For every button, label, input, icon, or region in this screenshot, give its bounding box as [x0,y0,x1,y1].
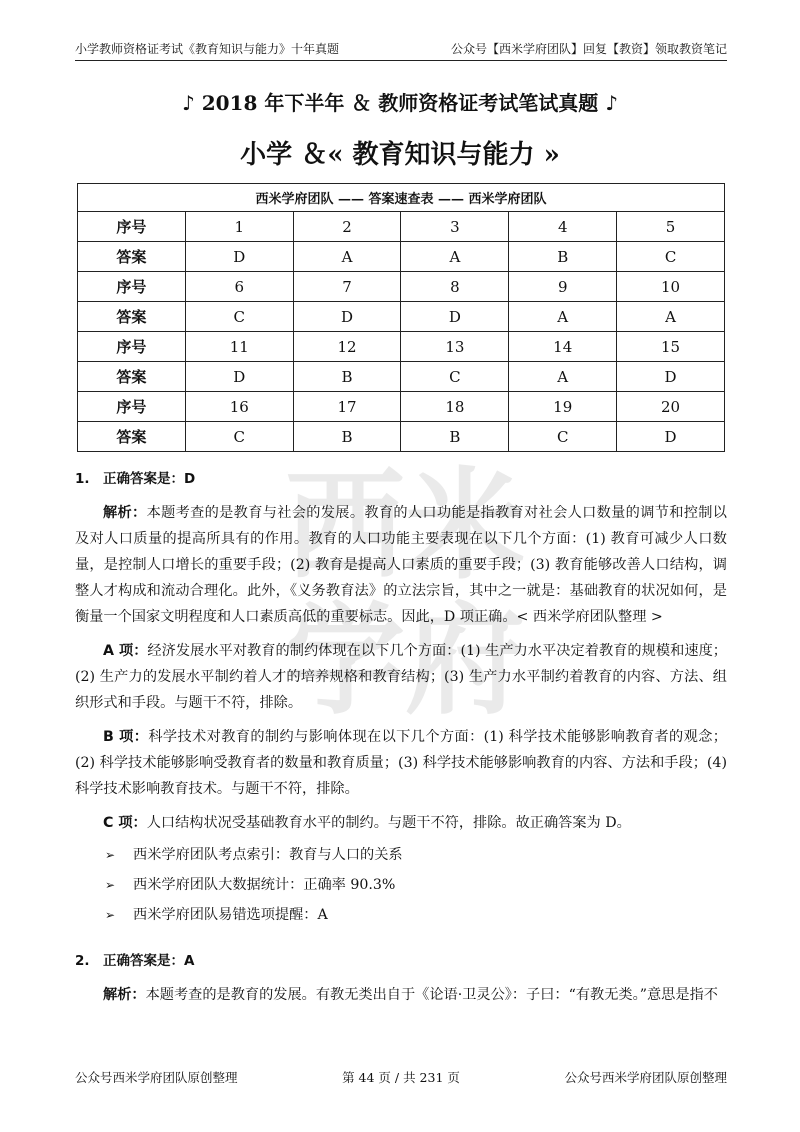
analysis-paragraph [75,500,727,630]
answer-cell: B [293,422,401,452]
question-number: 16 [185,392,293,422]
question-number: 19 [509,392,617,422]
answer-cell: D [617,422,725,452]
analysis-text: 本题考查的是教育的发展。有教无类出自于《论语·卫灵公》：子曰：“有教无类。”意思是指不 [145,987,718,1003]
question-number: 12 [293,332,401,362]
page-footer [75,1068,727,1086]
answer-row [78,422,725,452]
option-paragraph [75,810,727,836]
answer-cell: D [185,242,293,272]
question-number: 5 [617,212,725,242]
answer-cell: A [509,302,617,332]
question-index: 2. [75,953,90,969]
question-number: 7 [293,272,401,302]
watermark-char: 府 [405,592,525,731]
answer-cell: C [509,422,617,452]
answer-row [78,242,725,272]
arrow-bullet-icon: ➢ [105,878,116,892]
answer-cell: D [293,302,401,332]
question-number: 10 [617,272,725,302]
answer-cell: A [509,362,617,392]
analysis-paragraph [75,982,727,1008]
number-row [78,272,725,302]
watermark-char: 西 [285,457,405,596]
number-label: 序号 [78,212,186,242]
option-label: B 项： [103,729,149,745]
answer-cell: A [617,302,725,332]
arrow-bullet-icon: ➢ [105,848,116,862]
answer-row [78,302,725,332]
table-caption: 西米学府团队 —— 答案速查表 —— 西米学府团队 [78,184,725,212]
question-explanations [75,466,727,1008]
number-row [78,332,725,362]
question-number: 17 [293,392,401,422]
answer-label: 答案 [78,362,186,392]
note-text: 西米学府团队大数据统计：正确率 90.3% [133,877,396,893]
question-number: 4 [509,212,617,242]
answer-table [77,183,725,452]
note-item [75,900,727,930]
correct-answer-text: 正确答案是：D [103,471,196,487]
answer-cell: C [185,302,293,332]
correct-answer-text: 正确答案是：A [103,953,195,969]
option-text: 经济发展水平对教育的制约体现在以下几个方面：(1) 生产力水平决定着教育的规模和速度；(2) 生产力的发展水平制约着人才的培养规格和教育结构；(3) 生产力水平制约着教育的内容、方法、组织形式和手段。与题干不符，排除。 [75,643,727,711]
page-number: 第 44 页 / 共 231 页 [342,1070,460,1085]
note-text: 西米学府团队考点索引：教育与人口的关系 [133,847,403,863]
footer-left-text: 公众号西米学府团队原创整理 [75,1070,238,1085]
subject-title: 小学 ＆« 教育知识与能力 » [240,140,560,170]
question-number: 8 [401,272,509,302]
header-right-text: 公众号【西米学府团队】回复【教资】领取教资笔记 [450,42,727,56]
answer-label: 答案 [78,242,186,272]
answer-label: 答案 [78,422,186,452]
question-number: 20 [617,392,725,422]
header-left-text: 小学教师资格证考试《教育知识与能力》十年真题 [75,42,340,56]
arrow-bullet-icon: ➢ [105,908,116,922]
analysis-label: 解析： [103,505,147,521]
question-number: 15 [617,332,725,362]
exam-title: ♪ 2018 年下半年 ＆ 教师资格证考试笔试真题 ♪ [181,91,618,115]
number-label: 序号 [78,272,186,302]
option-label: C 项： [103,815,147,831]
question-index: 1. [75,471,90,487]
answer-cell: D [617,362,725,392]
answer-cell: D [185,362,293,392]
watermark-char: 学 [285,592,405,731]
answer-cell: C [185,422,293,452]
question-number: 2 [293,212,401,242]
table-caption-row [78,184,725,212]
number-row [78,212,725,242]
footer-right-text: 公众号西米学府团队原创整理 [564,1070,727,1085]
option-label: A 项： [103,643,148,659]
analysis-label: 解析： [103,987,146,1003]
answer-cell: B [509,242,617,272]
note-item [75,870,727,900]
question-number: 6 [185,272,293,302]
number-label: 序号 [78,332,186,362]
note-item [75,840,727,870]
option-text: 科学技术对教育的制约与影响体现在以下几个方面：(1) 科学技术能够影响教育者的观念；(2) 科学技术能够影响受教育者的数量和教育质量；(3) 科学技术能够影响教育的内容、方法和手段；(4) 科学技术影响教育技术。与题干不符，排除。 [75,729,727,797]
number-label: 序号 [78,392,186,422]
question-number: 14 [509,332,617,362]
option-paragraph [75,638,727,716]
watermark-char: 米 [405,457,525,596]
option-text: 人口结构状况受基础教育水平的制约。与题干不符，排除。故正确答案为 D。 [146,815,631,831]
question-number: 11 [185,332,293,362]
page-header [75,40,727,61]
answer-cell: D [401,302,509,332]
number-row [78,392,725,422]
answer-row [78,362,725,392]
question-heading [75,466,727,492]
answer-cell: C [617,242,725,272]
question-number: 9 [509,272,617,302]
answer-cell: A [293,242,401,272]
question-number: 3 [401,212,509,242]
question-number: 13 [401,332,509,362]
answer-cell: B [293,362,401,392]
answer-cell: C [401,362,509,392]
analysis-text: 本题考查的是教育与社会的发展。教育的人口功能是指教育对社会人口数量的调节和控制以及对人口质量的提高所具有的作用。教育的人口功能主要表现在以下几个方面：(1) 教育可减少人口数量，是控制人口增长的重要手段；(2) 教育是提高人口素质的重要手段；(3) 教育能够改善人口结构，调整人才构成和流动合理化。此外，《义务教育法》的立法宗旨，其中之一就是：基础教育的状况如何，是衡量一个国家文明程度和人口素质高低的重要标志。因此，D 项正确。< 西米学府团队整理 > [75,505,727,625]
question-heading [75,948,727,974]
question-number: 18 [401,392,509,422]
option-paragraph [75,724,727,802]
note-text: 西米学府团队易错选项提醒：A [133,907,328,923]
answer-cell: A [401,242,509,272]
answer-cell: B [401,422,509,452]
answer-label: 答案 [78,302,186,332]
question-number: 1 [185,212,293,242]
